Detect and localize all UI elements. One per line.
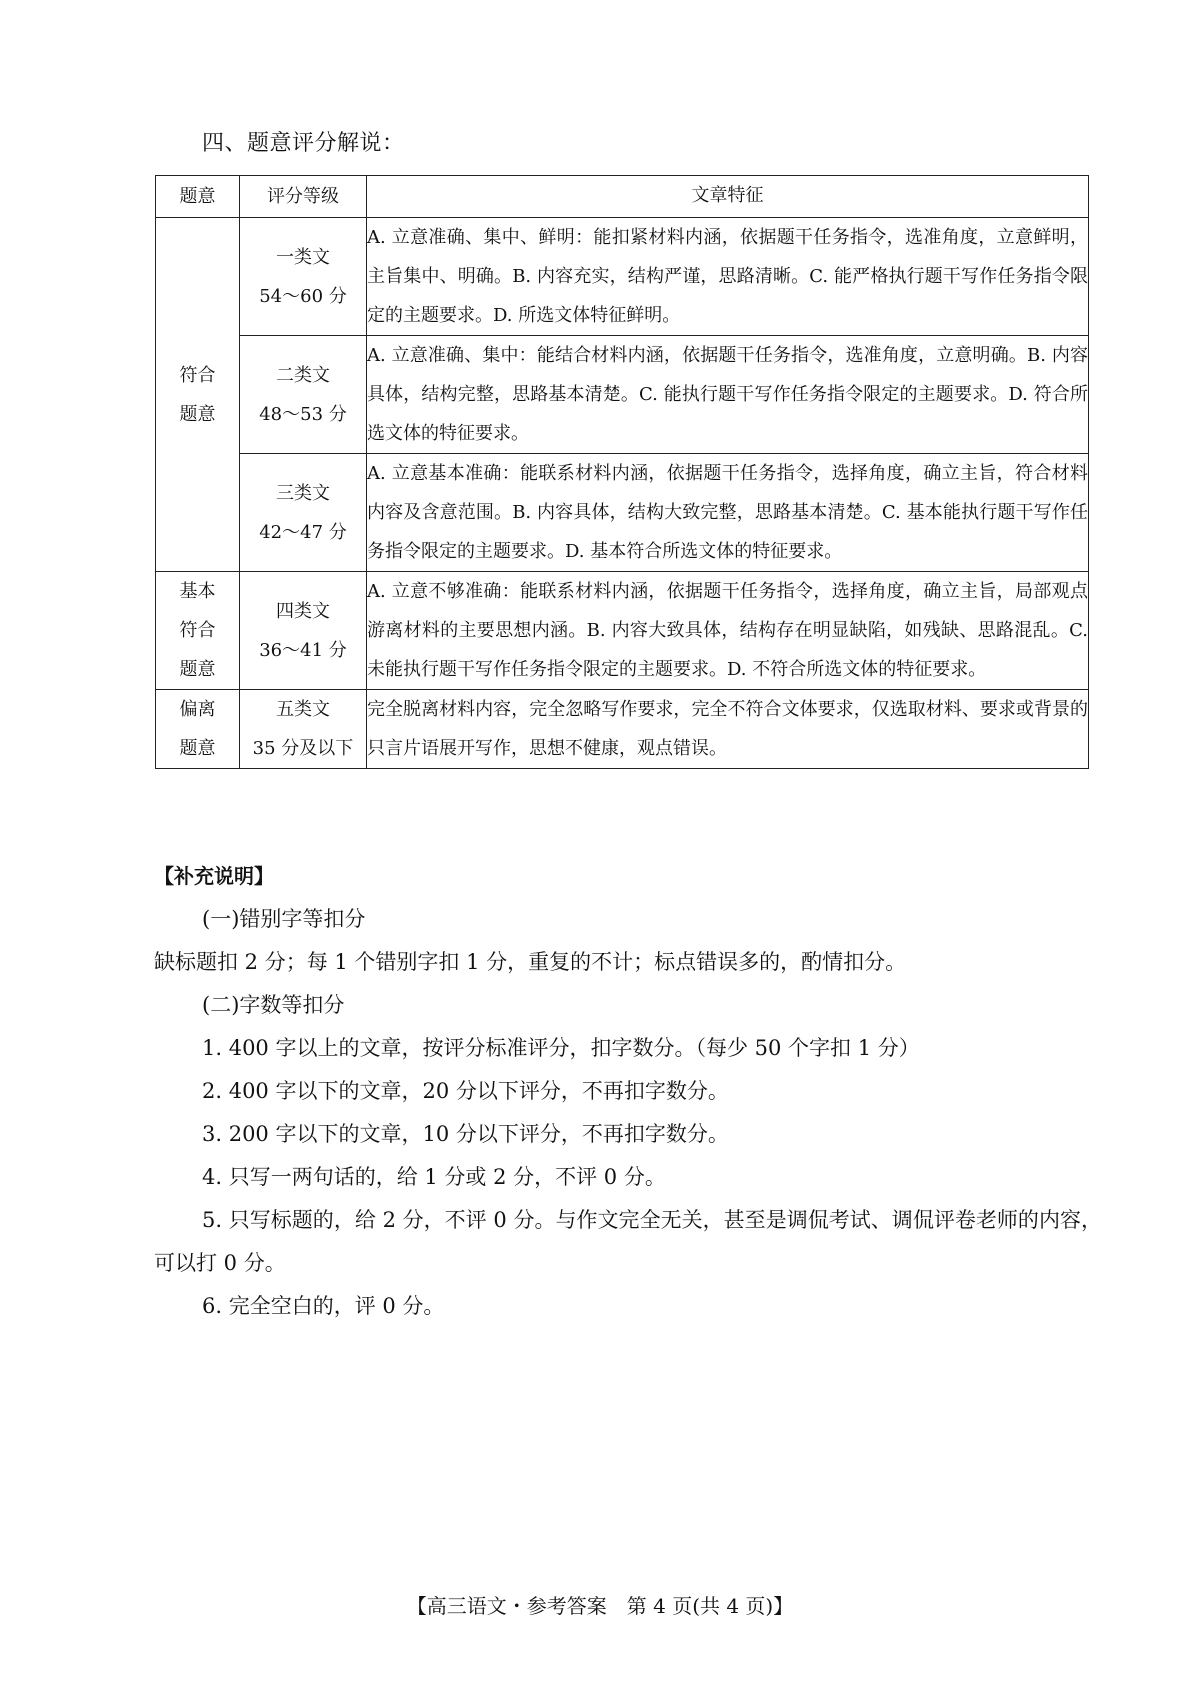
grade-range: 48～53 分 (259, 403, 347, 425)
header-topic: 题意 (156, 176, 240, 218)
topic-line: 题意 (179, 659, 216, 680)
part1-text: 缺标题扣 2 分；每 1 个错别字扣 1 分，重复的不计；标点错误多的，酌情扣分。 (154, 950, 907, 974)
part2-title: (二)字数等扣分 (202, 993, 345, 1017)
topic-line: 基本 (179, 581, 216, 602)
list-item: 5. 只写标题的，给 2 分，不评 0 分。与作文完全无关，甚至是调侃考试、调侃评卷老师的内容，可以打 0 分。 (154, 1208, 1102, 1275)
grade-cell (240, 454, 367, 572)
grade-name: 五类文 (276, 699, 330, 720)
grade-cell (240, 690, 367, 769)
topic-line: 题意 (179, 738, 216, 759)
features-cell: A. 立意不够准确：能联系材料内涵，依据题干任务指令，选择角度，确立主旨，局部观点游离材料的主要思想内涵。B. 内容大致具体，结构存在明显缺陷，如残缺、思路混乱。C. 未能执行题干写作任务指令限定的主题要求。D. 不符合所选文体的特征要求。 (367, 572, 1089, 690)
table-row (156, 454, 1089, 572)
features-cell: A. 立意准确、集中、鲜明：能扣紧材料内涵，依据题干任务指令，选准角度，立意鲜明，主旨集中、明确。B. 内容充实，结构严谨，思路清晰。C. 能严格执行题干写作任务指令限定的主题要求。D. 所选文体特征鲜明。 (367, 218, 1089, 336)
features-cell: 完全脱离材料内容，完全忽略写作要求，完全不符合文体要求，仅选取材料、要求或背景的只言片语展开写作，思想不健康，观点错误。 (367, 690, 1089, 769)
table-row (156, 572, 1089, 690)
part1-title: (一)错别字等扣分 (202, 907, 366, 931)
features-cell: A. 立意基本准确：能联系材料内涵，依据题干任务指令，选择角度，确立主旨，符合材料内容及含意范围。B. 内容具体，结构大致完整，思路基本清楚。C. 基本能执行题干写作任务指令限定的主题要求。D. 基本符合所选文体的特征要求。 (367, 454, 1089, 572)
table-row (156, 218, 1089, 336)
list-item: 6. 完全空白的，评 0 分。 (202, 1294, 445, 1318)
supplement-section (154, 855, 1102, 1328)
list-item: 3. 200 字以下的文章，10 分以下评分，不再扣字数分。 (202, 1122, 729, 1146)
section-title: 四、题意评分解说： (202, 131, 405, 156)
list-item: 2. 400 字以下的文章，20 分以下评分，不再扣字数分。 (202, 1079, 729, 1103)
table-header-row (156, 176, 1089, 218)
table-row (156, 336, 1089, 454)
grade-cell (240, 572, 367, 690)
page-footer: 【高三语文・参考答案 第 4 页(共 4 页)】 (406, 1594, 794, 1618)
topic-cell-deviate (156, 690, 240, 769)
grade-name: 二类文 (276, 364, 330, 386)
grade-cell (240, 336, 367, 454)
topic-line: 题意 (179, 403, 216, 425)
grade-name: 一类文 (276, 246, 330, 268)
features-cell: A. 立意准确、集中：能结合材料内涵，依据题干任务指令，选准角度，立意明确。B. 内容具体，结构完整，思路基本清楚。C. 能执行题干写作任务指令限定的主题要求。D. 符合所选文体的特征要求。 (367, 336, 1089, 454)
list-item: 4. 只写一两句话的，给 1 分或 2 分，不评 0 分。 (202, 1165, 666, 1189)
topic-line: 符合 (179, 364, 216, 386)
grade-name: 四类文 (276, 600, 330, 622)
topic-line: 符合 (179, 620, 216, 641)
grade-range: 54～60 分 (259, 285, 347, 307)
supplement-heading: 【补充说明】 (154, 864, 274, 888)
topic-cell-fit (156, 218, 240, 572)
grade-range: 35 分及以下 (252, 738, 354, 759)
grade-range: 42～47 分 (259, 521, 347, 543)
header-grade: 评分等级 (240, 176, 367, 218)
grade-name: 三类文 (276, 482, 330, 504)
scoring-table (155, 175, 1089, 769)
topic-line: 偏离 (179, 699, 216, 720)
topic-cell-basic (156, 572, 240, 690)
table-row (156, 690, 1089, 769)
header-features: 文章特征 (367, 176, 1089, 218)
list-item: 1. 400 字以上的文章，按评分标准评分，扣字数分。（每少 50 个字扣 1 分） (202, 1036, 920, 1060)
grade-cell (240, 218, 367, 336)
grade-range: 36～41 分 (259, 639, 347, 661)
